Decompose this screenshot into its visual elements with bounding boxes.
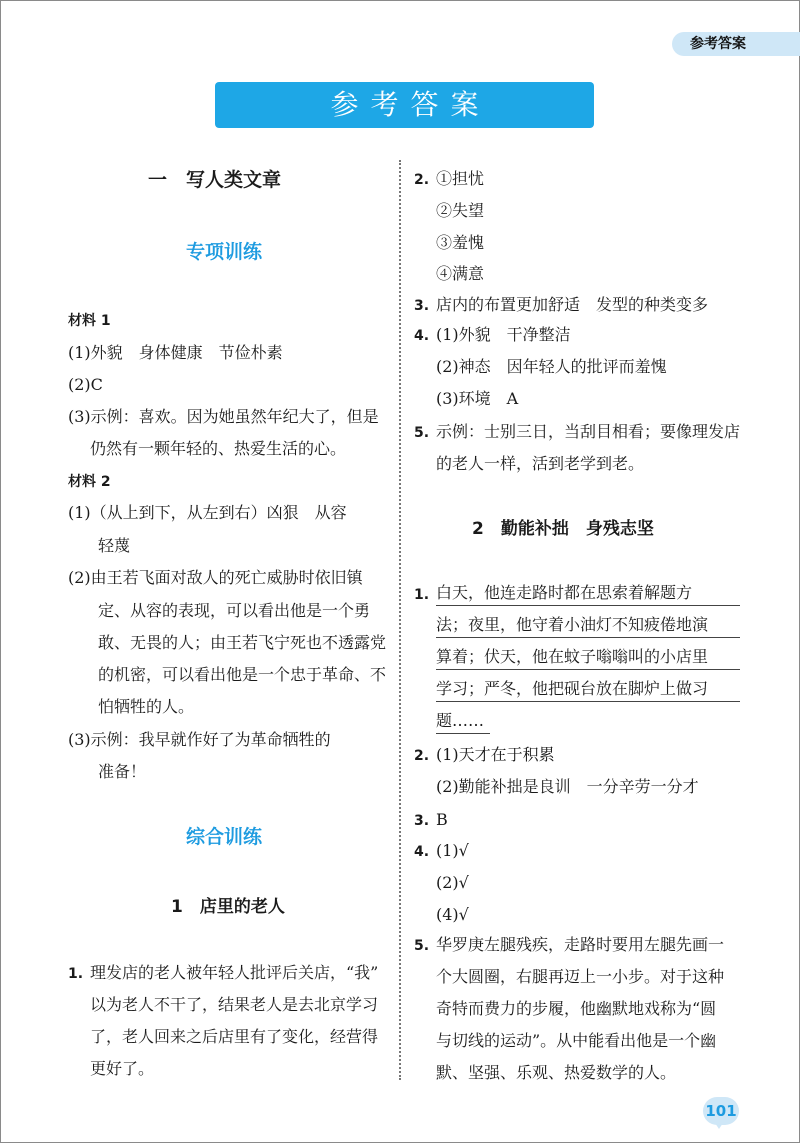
underlined-answer-line: 学习；严冬，他把砚台放在脚炉上做习 (436, 679, 740, 702)
answer-line: (2)由王若飞面对敌人的死亡威胁时依旧镇 (68, 568, 363, 587)
answer-line: 怕牺牲的人。 (98, 697, 195, 716)
answer-line: (2)神态 因年轻人的批评而羞愧 (436, 357, 667, 376)
answer-line: 奇特而费力的步履，他幽默地戏称为“圆 (436, 999, 717, 1018)
answer-line: (3)示例：喜欢。因为她虽然年纪大了，但是 (68, 407, 379, 426)
question-number: 5. (414, 938, 430, 954)
answer-line: 更好了。 (90, 1059, 155, 1078)
answer-line: 以为老人不干了，结果老人是去北京学习 (90, 995, 379, 1014)
answer-line: 店内的布置更加舒适 发型的种类变多 (436, 295, 709, 314)
answer-line: 华罗庚左腿残疾，走路时要用左腿先画一 (436, 935, 725, 954)
answer-line: 仍然有一颗年轻的、热爱生活的心。 (90, 439, 347, 458)
answer-line: (1)外貌 身体健康 节俭朴素 (68, 343, 283, 362)
question-number: 4. (414, 328, 430, 344)
answer-line: (1)√ (436, 841, 469, 860)
answer-line: (2)C (68, 375, 103, 394)
column-divider (399, 160, 401, 1080)
section-heading-comprehensive: 综合训练 (186, 826, 263, 848)
answer-line: 示例：士别三日，当刮目相看；要像理发店 (436, 422, 741, 441)
answer-line: (2)勤能补拙是良训 一分辛劳一分才 (436, 777, 699, 796)
answer-line: 了，老人回来之后店里有了变化，经营得 (90, 1027, 379, 1046)
answer-line: 的机密，可以看出他是一个忠于革命、不 (98, 665, 387, 684)
underlined-answer-line: 法；夜里，他守着小油灯不知疲倦地演 (436, 615, 740, 638)
answer-line: 理发店的老人被年轻人批评后关店，“我” (90, 963, 379, 982)
underlined-answer-line: 白天，他连走路时都在思索着解题方 (436, 583, 740, 606)
question-number: 2. (414, 172, 430, 188)
answer-line: ③羞愧 (436, 233, 485, 252)
answer-line: ①担忧 (436, 169, 485, 188)
answer-line: 默、坚强、乐观、热爱数学的人。 (436, 1063, 677, 1082)
answer-line: 与切线的运动”。从中能看出他是一个幽 (436, 1031, 717, 1050)
answer-line: 个大圆圈，右腿再迈上一小步。对于这种 (436, 967, 725, 986)
question-number: 1. (68, 966, 84, 982)
question-number: 5. (414, 425, 430, 441)
question-number: 2. (414, 748, 430, 764)
answer-line: (3)环境 A (436, 389, 519, 408)
section-tab: 参考答案 (672, 32, 800, 56)
lesson-title: 1 店里的老人 (171, 897, 285, 917)
lesson-title: 2 勤能补拙 身残志坚 (472, 519, 654, 539)
answer-line: ④满意 (436, 264, 485, 283)
underlined-answer-line: 题…… (436, 711, 490, 734)
question-number: 4. (414, 844, 430, 860)
answer-line: (1)（从上到下，从左到右）凶狠 从容 (68, 503, 347, 522)
question-number: 3. (414, 813, 430, 829)
question-number: 1. (414, 587, 430, 603)
question-number: 3. (414, 298, 430, 314)
chapter-title: 一 写人类文章 (148, 169, 282, 191)
answer-line: 定、从容的表现，可以看出他是一个勇 (98, 601, 371, 620)
material-2-label: 材料 2 (68, 474, 111, 490)
answer-line: 轻蔑 (98, 536, 131, 555)
answer-line: (3)示例：我早就作好了为革命牺牲的 (68, 730, 331, 749)
underlined-answer-line: 算着；伏天，他在蚊子嗡嗡叫的小店里 (436, 647, 740, 670)
answer-line: 的老人一样，活到老学到老。 (436, 454, 645, 473)
answer-line: (4)√ (436, 905, 469, 924)
page-number-badge: 101 (703, 1097, 739, 1125)
answer-line: B (436, 810, 448, 829)
page-number-bubble-tail (713, 1120, 725, 1129)
section-heading-special: 专项训练 (186, 241, 263, 263)
answer-line: ②失望 (436, 201, 485, 220)
material-1-label: 材料 1 (68, 313, 111, 329)
page-banner-title: 参考答案 (215, 82, 594, 128)
answer-line: (2)√ (436, 873, 469, 892)
answer-line: 准备！ (98, 762, 147, 781)
answer-line: (1)天才在于积累 (436, 745, 555, 764)
answer-line: (1)外貌 干净整洁 (436, 325, 571, 344)
answer-line: 敢、无畏的人；由王若飞宁死也不透露党 (98, 633, 387, 652)
